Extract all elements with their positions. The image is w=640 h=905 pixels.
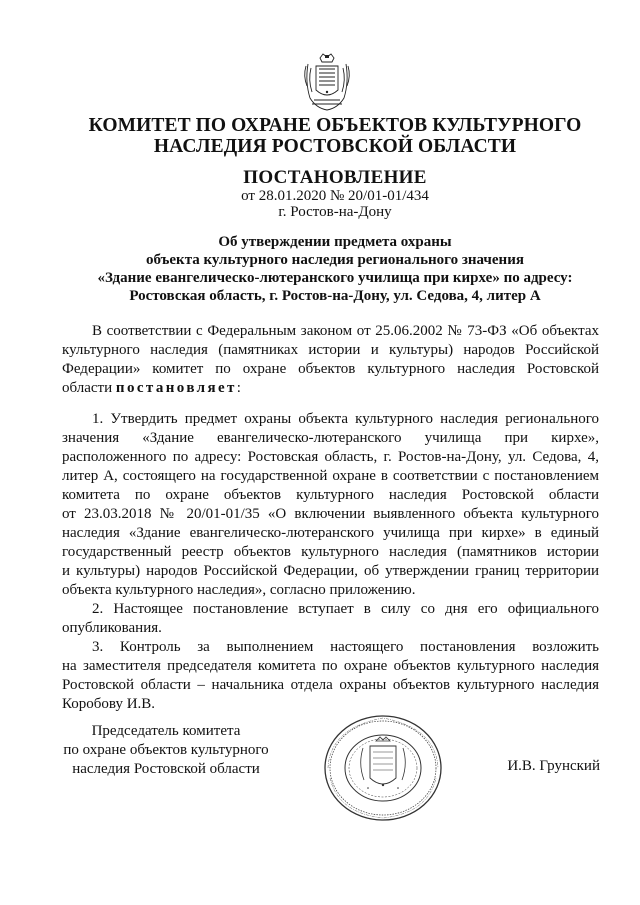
subject-line1: Об утверждении предмета охраны [218,234,452,250]
item1-line8: государственный реестр объектов культурного наследия (памятников истории [62,544,599,560]
item3-line4: Коробову И.В. [62,696,156,712]
item3-line2: на заместителя председателя комитета по охране объектов культурного наследия [62,658,599,674]
resolves-word: постановляет [115,380,237,396]
official-seal [308,708,458,828]
preamble-line1: В соответствии с Федеральным законом от 25.06.2002 № 73-ФЗ «Об объектах [92,323,599,339]
preamble-line4 [62,379,599,398]
item1-line2: значения «Здание евангелическо-лютеранского училища при кирхе», [62,430,599,446]
item2-line1: 2. Настоящее постановление вступает в силу со дня его официального [92,601,599,617]
signatory-title-line3: наследия Ростовской области [72,761,260,777]
item1-line9: и культуры) народов Российской Федерации, об утверждении границ территории [62,563,599,579]
item1-line1: 1. Утвердить предмет охраны объекта культурного наследия регионального [92,411,599,427]
item1-line5: комитета по охране объектов культурного наследия Ростовской области [62,487,599,503]
signatory-name: И.В. Грунский [507,758,600,774]
date-number: от 28.01.2020 № 20/01-01/434 [241,188,429,204]
preamble-suffix: : [236,380,241,396]
org-name-line1: КОМИТЕТ ПО ОХРАНЕ ОБЪЕКТОВ КУЛЬТУРНОГО [88,115,582,136]
signatory-title-line1: Председатель комитета [91,723,241,739]
signatory-title-line2: по охране объектов культурного [63,742,269,758]
coat-of-arms-emblem [302,52,352,112]
subject-line2: объекта культурного наследия регионального значения [146,252,524,268]
subject-line4: Ростовская область, г. Ростов-на-Дону, ул. Седова, 4, литер А [129,288,541,304]
preamble-line2: культурного наследия (памятниках истории и культуры) народов Российской [62,342,599,358]
preamble-prefix: области [62,380,113,396]
item1-line3: расположенного по адресу: Ростовская область, г. Ростов-на-Дону, ул. Седова, 4, [62,449,599,465]
preamble-line3: Федерации» комитет по охране объектов культурного наследия Ростовской [62,361,599,377]
subject-line3: «Здание евангелическо-лютеранского училища при кирхе» по адресу: [97,270,573,286]
city: г. Ростов-на-Дону [278,204,392,220]
item3-line1: 3. Контроль за выполнением настоящего постановления возложить [92,639,599,655]
item1-line4: литер А, состоящего на государственной охране в соответствии с постановлением [62,468,599,484]
item1-line6: от 23.03.2018 № 20/01-01/35 «О включении выявленного объекта культурного [62,506,599,522]
org-name-line2: НАСЛЕДИЯ РОСТОВСКОЙ ОБЛАСТИ [153,136,517,157]
item1-line7: наследия «Здание евангелическо-лютеранского училища при кирхе» в единый [62,525,599,541]
item1-line10: объекта культурного наследия», согласно приложению. [62,582,416,598]
item3-line3: Ростовской области – начальника отдела охраны объектов культурного наследия [62,677,599,693]
document-type: ПОСТАНОВЛЕНИЕ [243,167,427,188]
item2-line2: опубликования. [62,620,162,636]
